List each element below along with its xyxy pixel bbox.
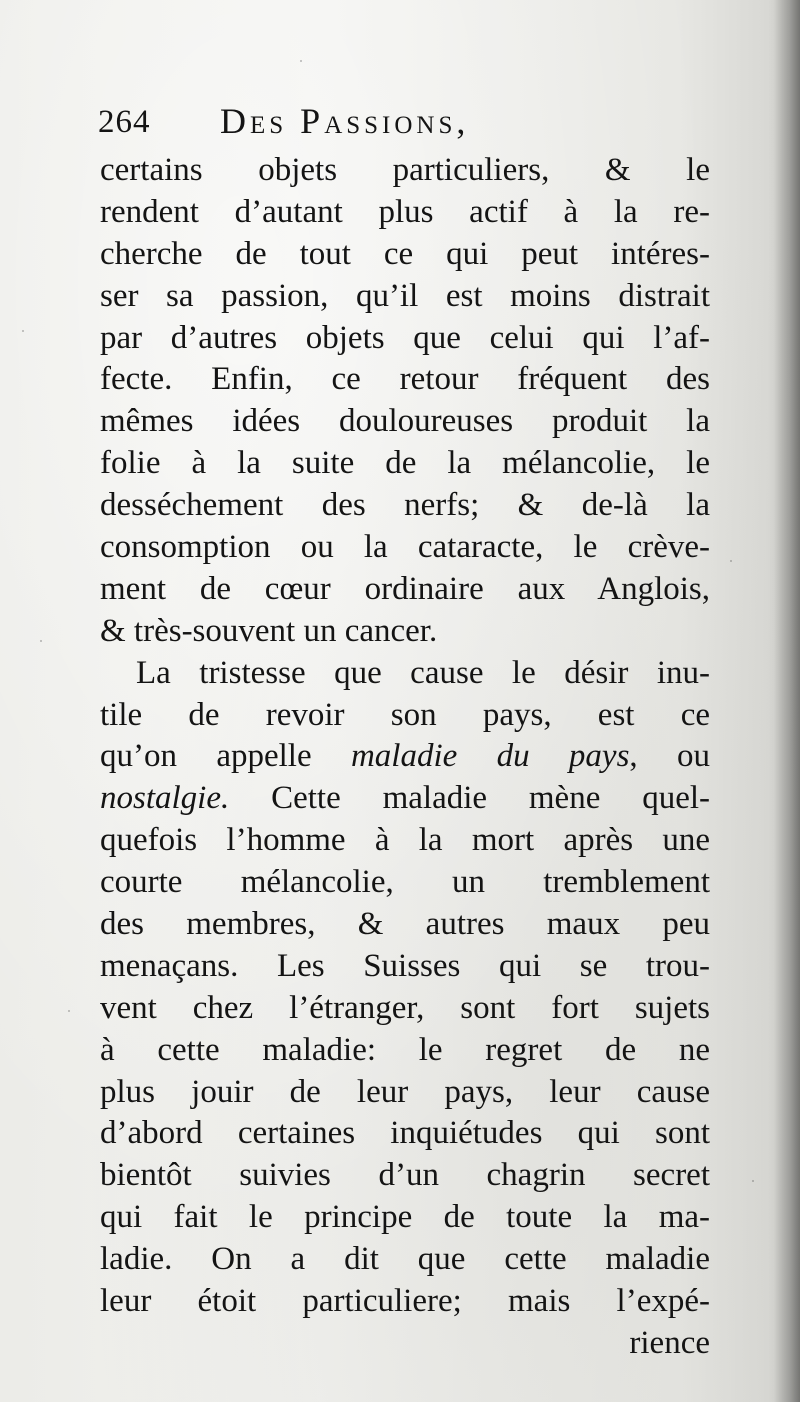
- text-line: des membres, & autres maux peu: [100, 906, 710, 943]
- text-line: leur étoit particuliere; mais l’expé-: [100, 1283, 710, 1320]
- text-line: folie à la suite de la mélancolie, le: [100, 445, 710, 482]
- text-line: à cette maladie: le regret de ne: [100, 1031, 710, 1068]
- page-gutter-shadow: [774, 0, 800, 1402]
- text-line: courte mélancolie, un tremblement: [100, 864, 710, 901]
- text-line: tile de revoir son pays, est ce: [100, 696, 710, 733]
- text-line: cherche de tout ce qui peut intéres-: [100, 235, 710, 272]
- text-line: mêmes idées douloureuses produit la: [100, 403, 710, 440]
- text-line: ser sa passion, qu’il est moins distrait: [100, 277, 710, 314]
- text-line-mixed: [100, 778, 710, 820]
- paper-speck: [300, 60, 302, 62]
- text-line: desséchement des nerfs; & de-là la: [100, 487, 710, 524]
- text-line: certains objets particuliers, & le: [100, 152, 710, 188]
- paper-speck: [68, 1010, 70, 1012]
- paper-speck: [752, 1180, 754, 1182]
- paper-speck: [22, 330, 24, 332]
- catchword: rience: [629, 1324, 710, 1361]
- italic-term-nostalgie: nostalgie.: [100, 780, 230, 817]
- text-line: fecte. Enfin, ce retour fréquent des: [100, 361, 710, 398]
- text-line: par d’autres objets que celui qui l’af-: [100, 319, 710, 356]
- page-header: [98, 100, 718, 150]
- text-line: vent chez l’étranger, sont fort sujets: [100, 989, 710, 1026]
- page-number: 264: [98, 104, 151, 140]
- text-line: & très-souvent un cancer.: [100, 612, 438, 649]
- text-line: quefois l’homme à la mort après une: [100, 822, 710, 859]
- text-line: consomption ou la cataracte, le crève-: [100, 529, 710, 566]
- running-title: Des Passions,: [220, 101, 470, 141]
- text-line: d’abord certaines inquiétudes qui sont: [100, 1115, 710, 1152]
- text-line: ladie. On a dit que cette maladie: [100, 1241, 710, 1278]
- text-segment: qu’on appelle: [100, 738, 312, 775]
- text-segment: , ou: [629, 738, 711, 775]
- text-segment: Cette maladie mène quel-: [229, 780, 710, 817]
- paper-speck: [730, 560, 732, 562]
- body-text: [100, 150, 710, 1365]
- italic-term-maladie-du-pays: maladie du pays: [350, 738, 630, 775]
- paper-speck: [40, 640, 42, 642]
- text-line-mixed: [100, 736, 710, 778]
- text-line: rendent d’autant plus actif à la re-: [100, 193, 710, 230]
- text-line: plus jouir de leur pays, leur cause: [100, 1073, 710, 1110]
- text-line: menaçans. Les Suisses qui se trou-: [100, 947, 710, 984]
- paragraph-first-line: La tristesse que cause le désir inu-: [136, 654, 710, 691]
- text-line: qui fait le principe de toute la ma-: [100, 1199, 710, 1236]
- text-line: ment de cœur ordinaire aux Anglois,: [100, 570, 710, 607]
- text-line: bientôt suivies d’un chagrin secret: [100, 1157, 710, 1194]
